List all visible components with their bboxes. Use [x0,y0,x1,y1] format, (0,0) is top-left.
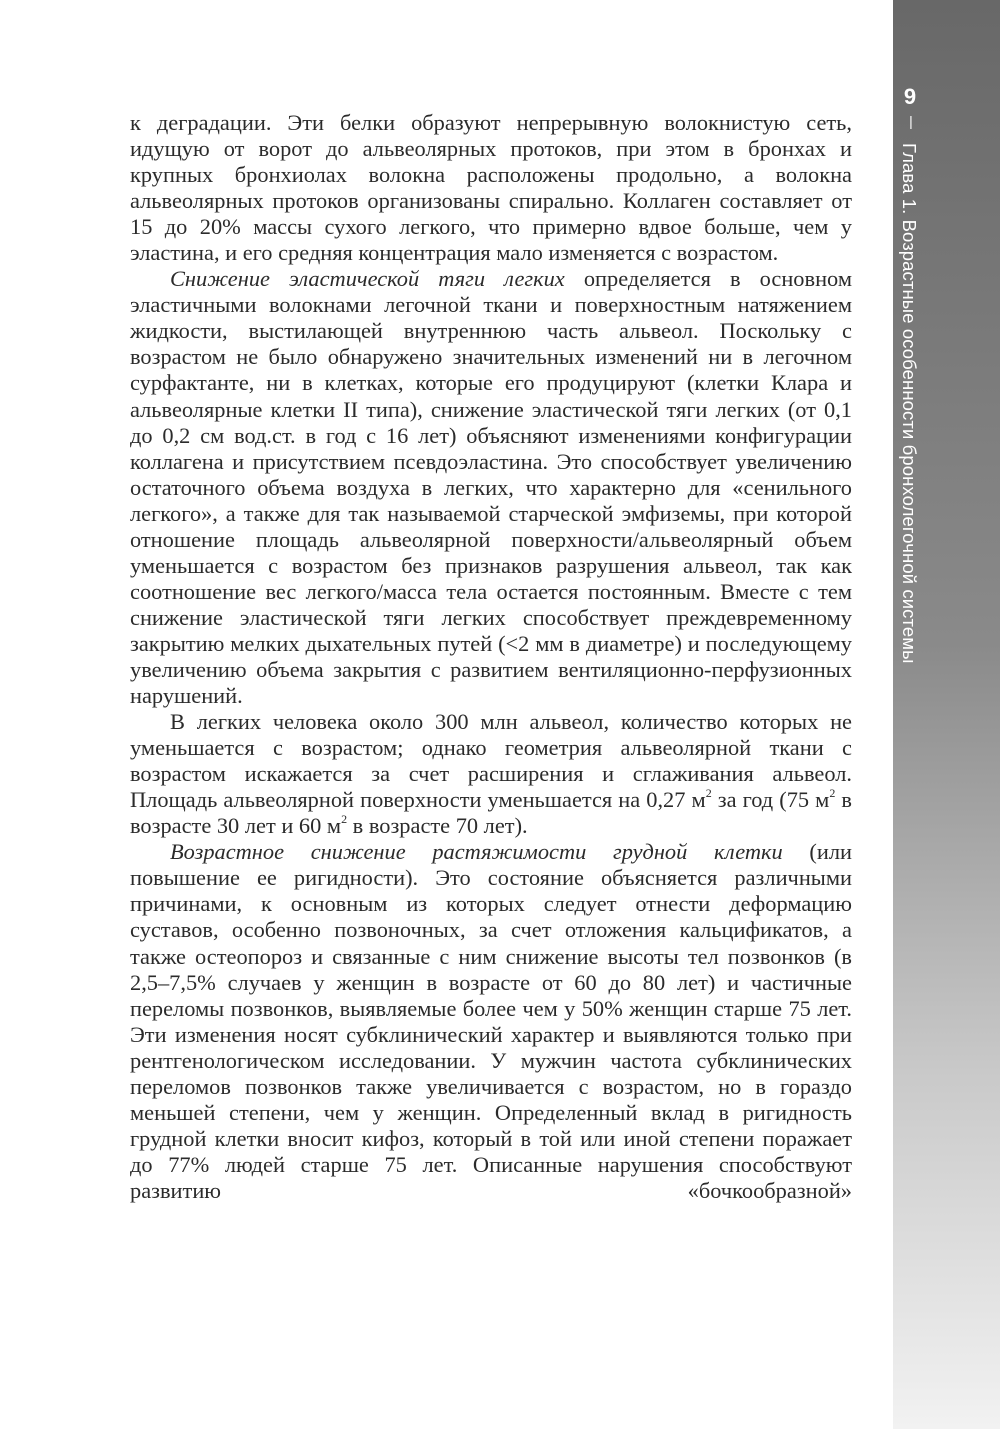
page-number: 9 [903,84,917,109]
superscript-squared: 2 [829,785,836,800]
paragraph-collagen: к деградации. Эти белки образуют непрерывную волокнистую сеть, идущую от ворот до альвеолярных протоков, при этом в бронхах и крупных бронхиолах волокна расположены продольно, а волокна альвеолярных протоков организованы спирально. Коллаген составляет от 15 до 20% массы сухого легкого, что примерно вдвое больше, чем у эластина, и его средняя концентрация мало изменяется с возрастом. [130,110,852,266]
superscript-squared: 2 [341,811,348,826]
paragraph-alveoli-text-a: В легких человека около 300 млн альвеол, количество которых не уменьшается с возрастом; однако геометрия альвеолярной ткани с возрастом искажается за счет расширения и сглаживания альвеол. Площадь альвеолярной поверхности уменьшается на 0,27 м [130,709,852,813]
paragraph-chest-compliance [130,839,852,1204]
term-chest-compliance: Возрастное снижение растяжимости грудной клетки [170,839,783,865]
paragraph-elastic-recoil-text: определяется в основном эластичными волокнами легочной ткани и поверхностным натяжением жидкости, выстилающей внутреннюю часть альвеол. Поскольку с возрастом не было обнаружено значительных изменений ни в легочном сурфактанте, ни в клетках, которые его продуцируют (клетки Клара и альвеолярные клетки II типа), снижение эластической тяги легких (от 0,1 до 0,2 см вод.ст. в год с 16 лет) объясняют изменениями конфигурации коллагена и присутствием псевдоэластина. Это способствует увеличению остаточного объема воздуха в легких, что характерно для «сенильного легкого», а также для так называемой старческой эмфиземы, при которой отношение площадь альвеолярной поверхности/альвеолярный объем уменьшается с возрастом без признаков разрушения альвеол, так как соотношение вес легкого/масса тела остается постоянным. Вместе с тем снижение эластической тяги легких способствует преждевременному закрытию мелких дыхательных путей (<2 мм в диаметре) и последующему увеличению объема закрытия с развитием вентиляционно-перфузионных нарушений. [130,266,852,709]
paragraph-alveoli-text-c: в возрасте 30 лет и 60 м [130,787,853,839]
paragraph-alveoli [130,709,852,839]
page-number-separator: | [909,113,913,129]
superscript-squared: 2 [705,785,712,800]
term-elastic-recoil: Снижение эластической тяги легких [170,266,565,292]
paragraph-elastic-recoil [130,266,852,709]
paragraph-chest-compliance-text: (или повышение ее ригидности). Это состояние объясняется различными причинами, к основным из которых следует отнести деформацию суставов, особенно позвоночных, за счет отложения кальцификатов, а также остеопороз и связанные с ним снижение высоты тел позвонков (в 2,5–7,5% случаев у женщин в возрасте от 60 до 80 лет) и частичные переломы позвонков, выявляемые более чем у 50% женщин старше 75 лет. Эти изменения носят субклинический характер и выявляются только при рентгенологическом исследовании. У мужчин частота субклинических переломов позвонков также увеличивается с возрастом, но в гораздо меньшей степени, чем у женщин. Определенный вклад в ригидность грудной клетки вносит кифоз, который в той или иной степени поражает до 77% людей старше 75 лет. Описанные нарушения способствуют развитию «бочкообразной» [130,839,852,1203]
paragraph-alveoli-text-d: в возрасте 70 лет). [347,813,528,839]
body-text [130,110,852,1204]
chapter-title: Глава 1. Возрастные особенности бронхолегочной системы [899,143,920,664]
paragraph-alveoli-text-b: за год (75 м [711,787,830,813]
